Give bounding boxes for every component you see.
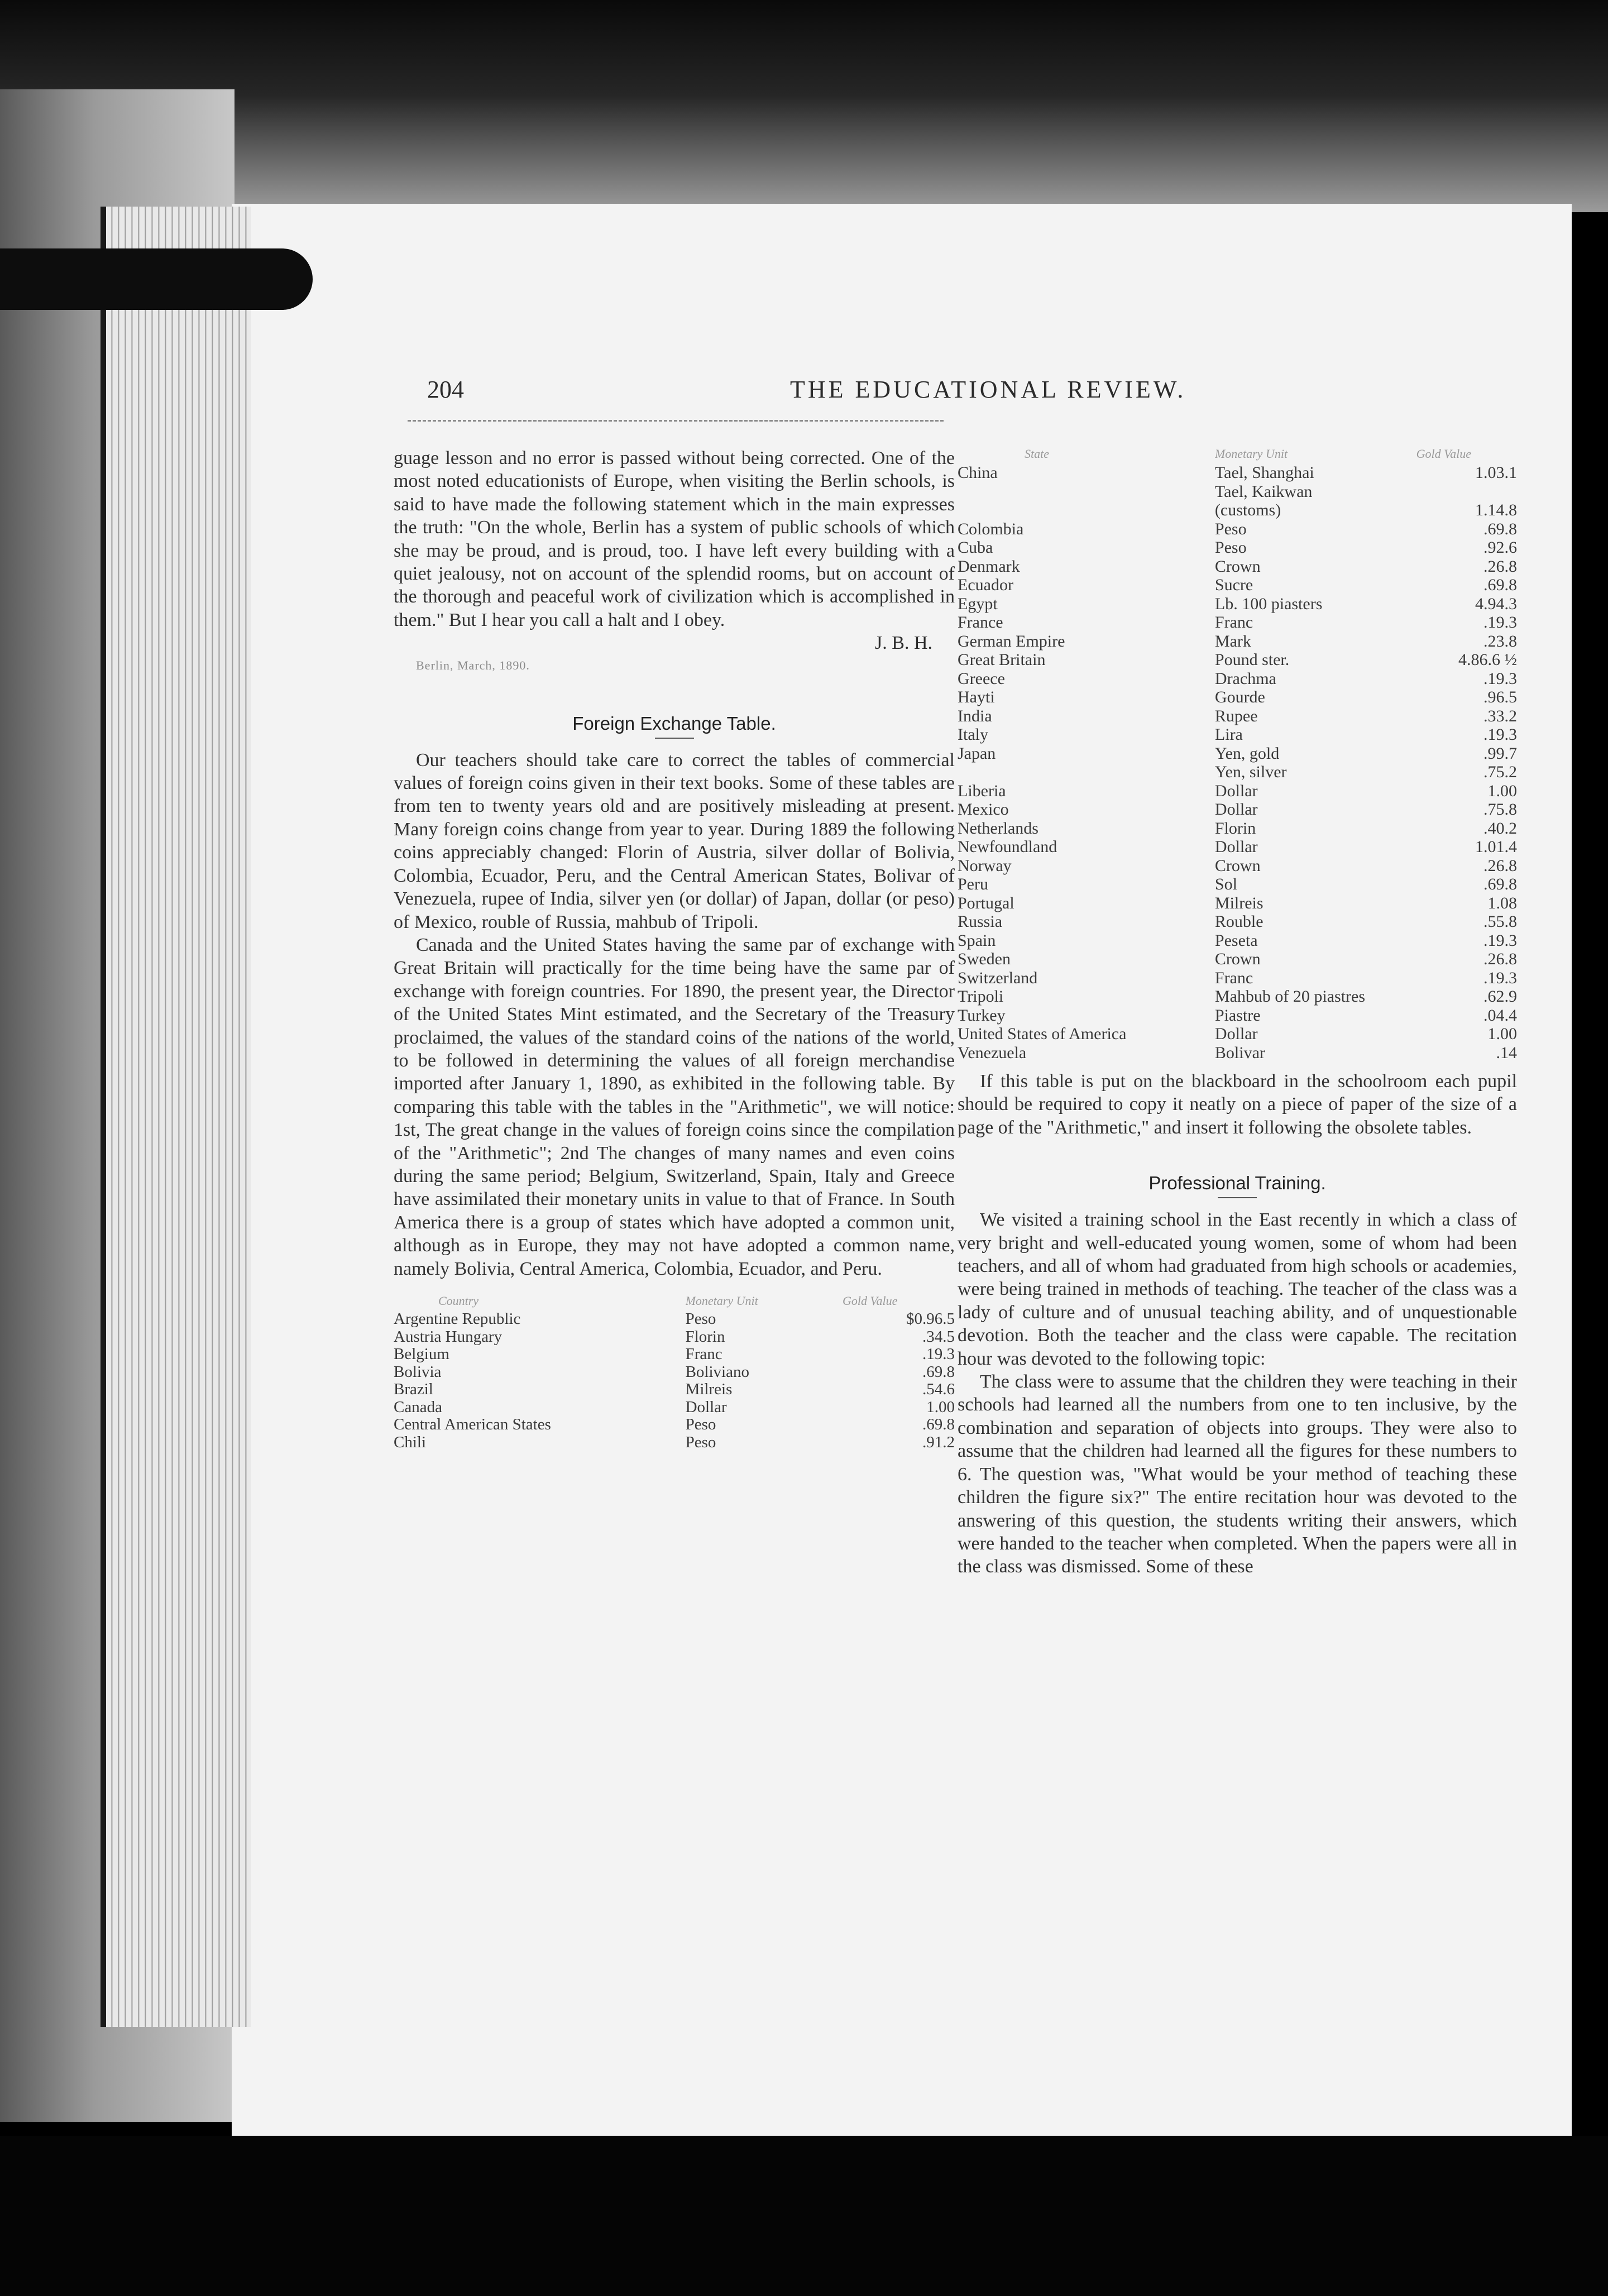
value-cell: .23.8	[1483, 632, 1517, 650]
table-row	[958, 894, 1517, 913]
scanner-shadow-bottom	[0, 2136, 1608, 2296]
value-cell: .19.3	[1483, 931, 1517, 950]
value-cell: .54.6	[922, 1381, 955, 1398]
unit-cell: Dollar	[685, 1398, 727, 1416]
table-row	[958, 931, 1517, 950]
header-monetary-unit: Monetary Unit	[685, 1294, 758, 1308]
table-row	[958, 501, 1517, 520]
state-cell: Newfoundland	[958, 838, 1057, 856]
state-cell: Colombia	[958, 519, 1024, 538]
unit-cell: Peso	[685, 1310, 716, 1328]
paragraph-foreign-exchange: Our teachers should take care to correct the tables of commercial values of foreign coins given in their text books. Some of these tables are from ten to twenty years old and are positively misleading at present. Many foreign coins change from year to year. During 1889 the following coins appreciably changed: Florin of Austria, silver dollar of Bolivia, Colombia, Ecuador, Peru, and the Central American States, Bolivar of Venezuela, rupee of India, silver yen (or dollar) of Japan, dollar (or peso) of Mexico, rouble of Russia, mahbub of Tripoli.	[394, 749, 955, 932]
unit-cell: Tael, Shanghai	[1214, 463, 1314, 482]
table-row	[394, 1434, 955, 1452]
unit-cell: Yen, gold	[1214, 744, 1280, 763]
table-row	[958, 613, 1517, 632]
table-row	[394, 1364, 955, 1381]
value-cell: 1.00	[1487, 1025, 1517, 1043]
value-cell: .99.7	[1483, 744, 1517, 763]
value-cell: 1.00	[1487, 781, 1517, 800]
section-rule	[1218, 1197, 1257, 1198]
state-cell: German Empire	[958, 632, 1065, 650]
state-cell: Sweden	[958, 950, 1011, 968]
unit-cell: Yen, silver	[1214, 763, 1287, 781]
table-row	[394, 1416, 955, 1434]
table-row	[958, 838, 1517, 857]
state-cell: Cuba	[958, 538, 993, 557]
unit-cell: Drachma	[1214, 669, 1276, 688]
value-cell: .19.3	[1483, 613, 1517, 632]
state-cell: France	[958, 613, 1003, 632]
unit-cell: Rupee	[1214, 706, 1258, 725]
value-cell: .14	[1496, 1043, 1517, 1062]
unit-cell: Peso	[1214, 519, 1247, 538]
state-cell: Liberia	[958, 781, 1006, 800]
unit-cell: Crown	[1214, 950, 1261, 968]
unit-cell: Florin	[1214, 819, 1256, 838]
value-cell: .62.9	[1483, 987, 1517, 1006]
table-row	[958, 782, 1517, 801]
state-cell: India	[958, 706, 992, 725]
table-header-row	[958, 447, 1517, 463]
unit-cell: Peso	[1214, 538, 1247, 557]
left-column	[394, 447, 955, 1451]
value-cell: .26.8	[1483, 856, 1517, 875]
value-cell: .91.2	[922, 1433, 955, 1451]
right-column	[958, 447, 1517, 1578]
value-cell: 1.14.8	[1475, 501, 1517, 519]
state-cell: Italy	[958, 725, 988, 744]
value-cell: .19.3	[1483, 669, 1517, 688]
country-cell: Argentine Republic	[394, 1310, 521, 1328]
value-cell: .19.3	[1483, 725, 1517, 744]
value-cell: 1.01.4	[1475, 838, 1517, 856]
table-row	[958, 520, 1517, 539]
country-cell: Central American States	[394, 1416, 551, 1433]
value-cell: .92.6	[1483, 538, 1517, 557]
table-row	[958, 1006, 1517, 1025]
table-row	[394, 1346, 955, 1364]
state-cell: Great Britain	[958, 650, 1046, 669]
value-cell: .40.2	[1483, 819, 1517, 838]
table-row	[958, 669, 1517, 688]
table-row	[958, 538, 1517, 557]
paragraph-class-assumption: The class were to assume that the children they were teaching in their schools had learned all the numbers from one to ten inclusive, by the combination and separation of objects into groups. They were also to assume that the children had learned all the figures for these numbers to 6. The question was, "What would be your method of teaching these children the figure six?" The entire recitation hour was devoted to the answering of this question, the students writing their answers, which were handed to the teacher when completed. When the papers were all in the class was dismissed. Some of these	[958, 1371, 1517, 1577]
value-cell: .69.8	[1483, 519, 1517, 538]
value-cell: .69.8	[1483, 576, 1517, 594]
header-rule	[408, 420, 944, 422]
value-cell: .75.8	[1483, 800, 1517, 819]
unit-cell: Franc	[1214, 613, 1253, 632]
state-cell: Japan	[958, 744, 996, 763]
section-title-professional-training: Professional Training.	[1148, 1173, 1326, 1194]
country-cell: Belgium	[394, 1346, 449, 1363]
state-cell: Spain	[958, 931, 996, 950]
unit-cell: Gourde	[1214, 688, 1265, 706]
unit-cell: Dollar	[1214, 781, 1258, 800]
state-cell: Ecuador	[958, 576, 1013, 594]
unit-cell: Crown	[1214, 856, 1261, 875]
state-cell: United States of America	[958, 1025, 1127, 1043]
page-number: 204	[427, 376, 464, 403]
unit-cell: Piastre	[1214, 1006, 1261, 1025]
table-row	[958, 463, 1517, 482]
running-header	[427, 375, 1538, 409]
value-cell: 1.03.1	[1475, 463, 1517, 482]
value-cell: 1.08	[1487, 893, 1517, 912]
state-cell: Mexico	[958, 800, 1009, 819]
state-cell: Norway	[958, 856, 1012, 875]
state-cell: Netherlands	[958, 819, 1038, 838]
unit-cell: Dollar	[1214, 800, 1258, 819]
unit-cell: Mahbub of 20 piastres	[1214, 987, 1366, 1006]
header-state: State	[1025, 447, 1049, 461]
table-row	[958, 595, 1517, 614]
value-cell: .19.3	[922, 1346, 955, 1363]
table-row	[958, 650, 1517, 669]
paragraph-blackboard: If this table is put on the blackboard in the schoolroom each pupil should be required to copy it neatly on a piece of paper of the size of a page of the "Arithmetic," and insert it following the obsolete tables.	[958, 1071, 1517, 1138]
unit-cell: Pound ster.	[1214, 650, 1290, 669]
unit-cell: Rouble	[1214, 912, 1264, 931]
state-cell: Egypt	[958, 594, 998, 613]
state-cell: Switzerland	[958, 968, 1038, 987]
state-cell: Turkey	[958, 1006, 1006, 1025]
unit-cell: Tael, Kaikwan	[1214, 482, 1313, 501]
header-gold-value: Gold Value	[1416, 447, 1472, 461]
value-cell	[1416, 482, 1517, 501]
table-row	[958, 482, 1517, 501]
paragraph-training-school: We visited a training school in the East recently in which a class of very bright and well-educated young women, some of whom had been teachers, and all of whom had graduated from high schools or academies, were being trained in methods of teaching. The teacher of the class was a lady of culture and of unusual teaching ability, and of unquestionable devotion. Both the teacher and the class were capable. The recitation hour was devoted to the following topic:	[958, 1209, 1517, 1369]
table-row	[958, 688, 1517, 707]
table-row	[958, 632, 1517, 651]
unit-cell: Florin	[685, 1328, 725, 1346]
table-row	[958, 763, 1517, 782]
unit-cell: Peso	[685, 1416, 716, 1433]
unit-cell: Boliviano	[685, 1363, 749, 1381]
table-row	[958, 1044, 1517, 1063]
value-cell: .69.8	[922, 1363, 955, 1381]
unit-cell: (customs)	[1214, 501, 1281, 519]
dateline: Berlin, March, 1890.	[416, 658, 530, 672]
unit-cell: Peso	[685, 1433, 716, 1451]
table-row	[958, 1025, 1517, 1044]
table-row	[958, 969, 1517, 988]
unit-cell: Milreis	[685, 1381, 733, 1398]
value-cell: .75.2	[1483, 763, 1517, 781]
unit-cell: Sucre	[1214, 576, 1253, 594]
table-row	[958, 987, 1517, 1006]
unit-cell: Dollar	[1214, 1025, 1258, 1043]
value-cell: $0.96.5	[906, 1310, 955, 1328]
unit-cell: Milreis	[1214, 893, 1264, 912]
scanner-shadow-top	[0, 0, 1608, 212]
state-cell: Hayti	[958, 688, 995, 706]
country-cell: Chili	[394, 1433, 427, 1451]
state-cell: Russia	[958, 912, 1003, 931]
table-row	[394, 1381, 955, 1399]
unit-cell: Franc	[685, 1346, 722, 1363]
table-row	[958, 557, 1517, 576]
value-cell: .26.8	[1483, 950, 1517, 968]
section-rule	[655, 738, 694, 739]
unit-cell: Mark	[1214, 632, 1251, 650]
coin-table-right	[958, 447, 1517, 1062]
section-title-foreign-exchange: Foreign Exchange Table.	[572, 712, 776, 734]
unit-cell: Lira	[1214, 725, 1243, 744]
table-row	[958, 707, 1517, 726]
table-row	[958, 912, 1517, 931]
state-cell: Peru	[958, 875, 988, 893]
state-cell: Tripoli	[958, 987, 1004, 1006]
running-title: THE EDUCATIONAL REVIEW.	[790, 376, 1186, 403]
value-cell: .55.8	[1483, 912, 1517, 931]
unit-cell: Dollar	[1214, 838, 1258, 856]
value-cell: .34.5	[922, 1328, 955, 1346]
value-cell: .33.2	[1483, 706, 1517, 725]
value-cell: .26.8	[1483, 557, 1517, 576]
country-cell: Austria Hungary	[394, 1328, 502, 1346]
table-row	[958, 857, 1517, 876]
unit-cell: Franc	[1214, 968, 1253, 987]
state-cell	[958, 482, 1215, 501]
country-cell: Brazil	[394, 1381, 433, 1398]
book-page-edges	[100, 207, 251, 2027]
state-cell: Greece	[958, 669, 1005, 688]
state-cell: Denmark	[958, 557, 1020, 576]
state-cell: China	[958, 463, 998, 482]
state-cell	[958, 763, 1215, 782]
table-row	[394, 1328, 955, 1346]
unit-cell: Crown	[1214, 557, 1261, 576]
value-cell: 4.94.3	[1475, 594, 1517, 613]
binding-clip	[0, 248, 313, 310]
country-cell: Bolivia	[394, 1363, 442, 1381]
unit-cell: Sol	[1214, 875, 1237, 893]
table-row	[394, 1310, 955, 1328]
table-row	[958, 576, 1517, 595]
header-gold-value: Gold Value	[842, 1294, 898, 1308]
table-header-row	[394, 1294, 955, 1310]
value-cell: .96.5	[1483, 688, 1517, 706]
value-cell: .19.3	[1483, 968, 1517, 987]
table-row	[958, 800, 1517, 819]
table-row	[394, 1399, 955, 1417]
signature-line	[394, 632, 955, 654]
article-continuation: guage lesson and no error is passed without being corrected. One of the most noted educationists of Europe, when visiting the Berlin schools, is said to have made the following statement which in the main expresses the truth: "On the whole, Berlin has a system of public schools of which she may be proud, and is proud, too. I have left every building with a quiet jealousy, not on account of the splendid rooms, but on account of the thorough and peaceful work of civilization which is accomplished in them." But I hear you call a halt and I obey.	[394, 448, 955, 630]
value-cell: .69.8	[1483, 875, 1517, 893]
header-monetary-unit: Monetary Unit	[1214, 447, 1288, 461]
state-cell: Portugal	[958, 893, 1014, 912]
header-country: Country	[438, 1294, 479, 1308]
table-row	[958, 744, 1517, 763]
table-row	[958, 950, 1517, 969]
paragraph-par-of-exchange: Canada and the United States having the same par of exchange with Great Britain will practically for the time being have the same par of exchange with foreign countries. For 1890, the present year, the Director of the United States Mint estimated, and the Secretary of the Treasury proclaimed, the values of the standard coins of the nations of the world, to be followed in determining the values of all foreign merchandise imported after January 1, 1890, as exhibited in the following table. By comparing this table with the tables in the "Arithmetic", we will notice: 1st, The great change in the values of foreign coins since the compilation of the "Arithmetic"; 2nd The changes of many names and even coins during the same period; Belgium, Switzerland, Spain, Italy and Greece have assimilated their monetary units in value to that of France. In South America there is a group of states which have adopted a common unit, although as in Europe, they may not have adopted a common name, namely Bolivia, Central America, Colombia, Ecuador, and Peru.	[394, 934, 955, 1279]
unit-cell: Bolivar	[1214, 1043, 1265, 1062]
value-cell: 4.86.6 ½	[1458, 650, 1517, 669]
table-row	[958, 819, 1517, 838]
unit-cell: Peseta	[1214, 931, 1258, 950]
table-row	[958, 725, 1517, 744]
state-cell: Venezuela	[958, 1043, 1027, 1062]
value-cell: 1.00	[926, 1398, 955, 1416]
country-cell: Canada	[394, 1398, 442, 1416]
unit-cell: Lb. 100 piasters	[1214, 594, 1323, 613]
state-cell	[958, 501, 1215, 520]
table-row	[958, 875, 1517, 894]
value-cell: .69.8	[922, 1416, 955, 1433]
signature: J. B. H.	[875, 633, 932, 654]
coin-table-left	[394, 1294, 955, 1451]
value-cell: .04.4	[1483, 1006, 1517, 1025]
